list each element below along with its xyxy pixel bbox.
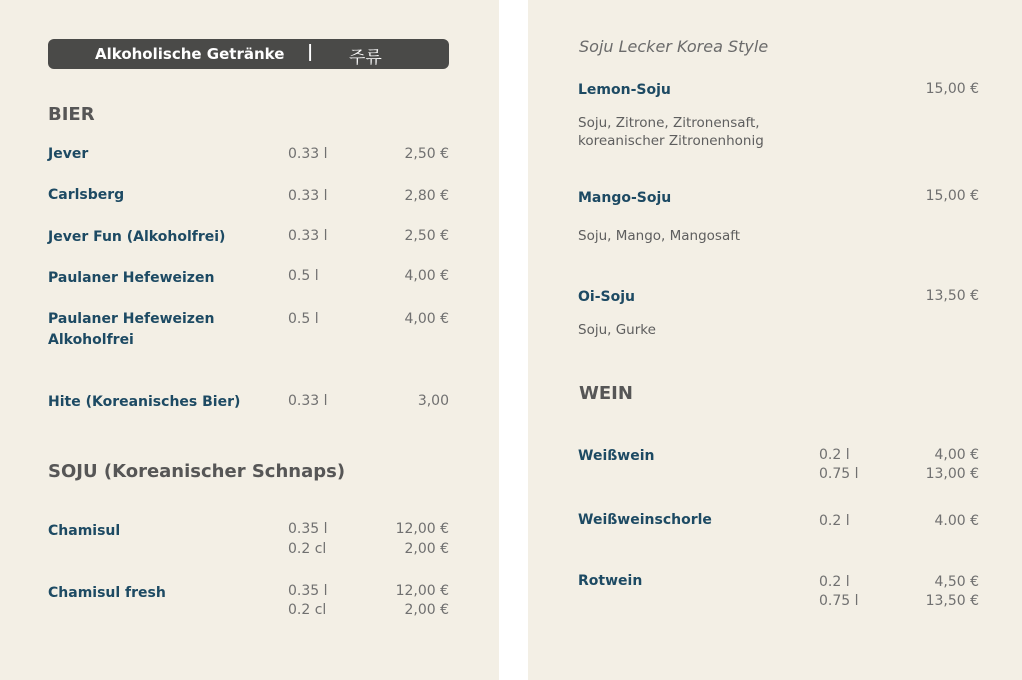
menu-item-price: 13,50 €: [925, 288, 979, 304]
menu-item-volume: 0.2 l: [819, 513, 850, 529]
menu-item-name: Paulaner Hefeweizen: [48, 270, 215, 286]
menu-item-price: 15,00 €: [925, 188, 979, 204]
menu-item-volume: 0.33 l: [288, 393, 328, 409]
menu-item-name: Hite (Koreanisches Bier): [48, 394, 241, 410]
section-heading-soju: SOJU (Koreanischer Schnaps): [48, 461, 346, 482]
section-heading-bier: BIER: [48, 104, 95, 125]
menu-item-volume: 0.5 l: [288, 311, 319, 327]
menu-item-price: 12,00 €: [395, 583, 449, 599]
menu-item-price: 3,00: [417, 393, 449, 409]
section-banner: [48, 39, 449, 69]
menu-item-price: 2,80 €: [404, 188, 449, 204]
section-subheading-soju-style: Soju Lecker Korea Style: [579, 37, 769, 56]
menu-item-name: Chamisul fresh: [48, 585, 166, 601]
menu-item-price: 2,00 €: [404, 541, 449, 557]
menu-item-name: Chamisul: [48, 523, 121, 539]
menu-item-description-line2: koreanischer Zitronenhonig: [578, 133, 764, 149]
menu-item-name: Weißweinschorle: [578, 512, 712, 528]
menu-item-volume: 0.33 l: [288, 146, 328, 162]
menu-item-volume: 0.75 l: [819, 593, 859, 609]
banner-title: Alkoholische Getränke: [95, 45, 285, 63]
menu-item-name: Jever Fun (Alkoholfrei): [48, 229, 226, 245]
menu-item-volume: 0.2 cl: [288, 541, 327, 557]
menu-item-name: Jever: [48, 146, 89, 162]
menu-item-volume: 0.2 cl: [288, 602, 327, 618]
menu-item-description: Soju, Mango, Mangosaft: [578, 228, 741, 244]
menu-item-name: Oi-Soju: [578, 289, 635, 305]
menu-item-price: 4.00 €: [934, 513, 979, 529]
menu-item-volume: 0.33 l: [288, 228, 328, 244]
menu-item-name: Lemon-Soju: [578, 82, 671, 98]
menu-page-right: [528, 0, 1022, 680]
menu-item-price: 12,00 €: [395, 521, 449, 537]
menu-item-volume: 0.5 l: [288, 268, 319, 284]
menu-item-description: Soju, Zitrone, Zitronensaft,: [578, 115, 760, 131]
menu-item-price: 13,00 €: [925, 466, 979, 482]
menu-item-volume: 0.33 l: [288, 188, 328, 204]
menu-item-price: 2,00 €: [404, 602, 449, 618]
menu-item-name-line2: Alkoholfrei: [48, 332, 134, 348]
section-heading-wein: WEIN: [579, 383, 633, 404]
menu-item-name: Weißwein: [578, 448, 655, 464]
menu-item-description: Soju, Gurke: [578, 322, 656, 338]
menu-item-price: 15,00 €: [925, 81, 979, 97]
menu-item-volume: 0.2 l: [819, 447, 850, 463]
menu-item-price: 13,50 €: [925, 593, 979, 609]
menu-item-price: 4,50 €: [934, 574, 979, 590]
menu-item-volume: 0.75 l: [819, 466, 859, 482]
menu-item-price: 2,50 €: [404, 146, 449, 162]
menu-item-price: 4,00 €: [404, 268, 449, 284]
menu-item-name: Mango-Soju: [578, 190, 672, 206]
banner-separator: |: [307, 42, 314, 62]
menu-item-name: Carlsberg: [48, 187, 125, 203]
menu-page-left: [0, 0, 499, 680]
menu-item-name: Paulaner Hefeweizen: [48, 311, 215, 327]
menu-item-price: 2,50 €: [404, 228, 449, 244]
banner-korean-title: 주류: [349, 48, 382, 68]
menu-item-price: 4,00 €: [404, 311, 449, 327]
menu-item-volume: 0.35 l: [288, 583, 328, 599]
menu-item-name: Rotwein: [578, 573, 643, 589]
menu-item-volume: 0.35 l: [288, 521, 328, 537]
menu-item-volume: 0.2 l: [819, 574, 850, 590]
menu-item-price: 4,00 €: [934, 447, 979, 463]
